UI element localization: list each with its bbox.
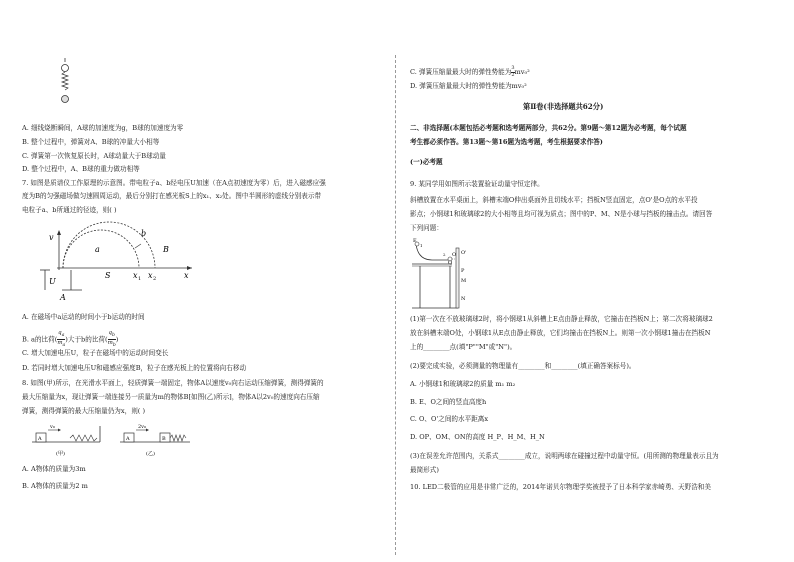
q9-part3-1: (3)在误差允许范围内，关系式________成立，说明两球在碰撞过程中动量守恒。(用所测的物理量表示且为 <box>410 452 719 460</box>
frac-numerator: 3 <box>511 65 515 71</box>
frac-num-b <box>108 330 115 339</box>
fig8-label-v0: v₀ <box>50 424 55 430</box>
q8-option-c-expr: mv₀² <box>514 68 530 76</box>
frac-q-b: q <box>108 330 112 336</box>
section-title: 第Ⅱ卷(非选择题共62分) <box>523 102 604 111</box>
hanging-spring-figure <box>60 58 70 108</box>
fig9-label-N: N <box>461 296 466 302</box>
q8-option-d: D. 弹簧压缩量最大时的弹性势能为mv₀² <box>410 82 527 90</box>
q8-stem-1: 8. 如图(甲)所示，在光滑水平面上，轻质弹簧一端固定，物体A以速度v₀向右运动压缩弹簧，测得弹簧的 <box>22 379 324 387</box>
q6-option-d: D. 整个过程中，A、B球的重力做功相等 <box>22 165 140 173</box>
collision-apparatus-figure <box>412 234 482 310</box>
fig9-label-E: E <box>413 238 417 244</box>
fig9-label-O2: O' <box>461 250 467 256</box>
frac-den-b <box>108 339 116 349</box>
q9-mass-m1: m₁ <box>495 380 505 388</box>
mass-spectrometer-figure <box>37 218 197 304</box>
q10-stem: 10. LED二极管的应用是非常广泛的，2014年诺贝尔物理学奖被授予了日本科学家赤崎勇、天野浩和美 <box>410 483 711 491</box>
q8-option-b: B. A物体的质量为2 m <box>22 482 88 490</box>
frac-m: m <box>57 340 63 347</box>
fig7-label-b: b <box>141 229 147 238</box>
frac-m-b: m <box>107 340 113 347</box>
q6-option-b: B. 整个过程中，弹簧对A、B球的冲量大小相等 <box>22 138 160 146</box>
fig7-label-x1: x <box>133 271 138 280</box>
q9-mass-m2: m₂ <box>506 380 516 388</box>
q9-part2-option-b: B. E、O之间的竖直高度h <box>410 398 487 406</box>
fig9-label-2: 2 <box>443 252 446 257</box>
fig8-label-B: B <box>162 436 166 442</box>
q7-option-d: D. 若同时增大加速电压U和磁感应强度B，粒子在感光板上的位置将向右移动 <box>22 364 247 372</box>
q9-part1-1: (1)第一次在不放玻璃球2时，将小钢球1从斜槽上E点由静止释放，它撞击在挡板N上；第二次将玻璃球2 <box>410 315 713 323</box>
fig7-label-x-axis: x <box>184 271 189 280</box>
q8-option-a: A. A物体的质量为3m <box>22 465 86 473</box>
q7-stem-3: 电粒子a、b所通过的径迹，则( ) <box>22 206 117 214</box>
q7-option-b-prefix: B. a的比荷( <box>22 335 58 344</box>
q7-option-a: A. 在磁场中a运动的时间小于b运动的时间 <box>22 313 145 321</box>
required-heading: (一)必考题 <box>410 158 443 166</box>
q7-stem-2: 度为B的匀强磁场做匀速圆周运动，最后分别打在感光板S上的x₁、x₂处。图中半圆形的虚线分别表示带 <box>22 192 322 200</box>
fig8-label-A2: A <box>126 436 130 442</box>
fig7-label-S: S <box>105 271 111 280</box>
right-column <box>410 0 782 562</box>
fraction-qb-mb <box>108 330 116 349</box>
q7-option-b <box>22 330 118 349</box>
q7-option-c: C. 增大加速电压U，粒子在磁场中的运动时间变长 <box>22 349 169 357</box>
q6-option-a: A. 细线烧断瞬间，A球的加速度为g，B球的加速度为零 <box>22 124 184 132</box>
q7-option-b-mid: )大于b的比荷( <box>65 335 108 344</box>
fig9-label-Q: Q <box>448 260 453 266</box>
fig7-label-x2-sub: 2 <box>153 276 157 282</box>
q9-desc-2: 影点；小钢球1和玻璃球2的大小相等且均可视为质点；图中的P、M、N是小球与挡板的撞击点。请回答 <box>410 210 713 218</box>
q9-part2-option-d-text: D. OP、OM、ON的高度 <box>410 433 486 441</box>
fig8-caption-b: (乙) <box>146 451 155 457</box>
q9-part2-option-a-text: A. 小钢球1和玻璃球2的质量 <box>410 380 494 388</box>
fig7-label-v: v <box>49 233 54 242</box>
frac-q: q <box>58 330 62 336</box>
fig7-label-x2: x <box>148 271 153 280</box>
frac-sub-b: b <box>112 333 115 339</box>
fig8-label-2v0: 2v₀ <box>138 424 147 430</box>
left-column <box>22 0 394 562</box>
column-divider <box>395 55 396 555</box>
part2-instructions-1: 二、非选择题(本题包括必考题和选考题两部分，共62分。第9题～第12题为必考题，每个试题 <box>410 124 687 132</box>
q6-option-c: C. 弹簧第一次恢复原长时，A球动量大于B球动量 <box>22 152 166 160</box>
q9-desc-3: 下列问题： <box>410 224 443 232</box>
fig9-label-1: 1 <box>420 243 423 248</box>
fig9-label-P: P <box>461 268 465 274</box>
fig8-label-A: A <box>38 436 42 442</box>
q9-part1-2: 放在斜槽末端O处，小钢球1从E点由静止释放，它们均撞击在挡板N上。则第一次小钢球1撞击在挡板N <box>410 329 711 337</box>
q9-part2: (2)要完成实验，必须测量的物理量有________和________(填正确答案标号)。 <box>410 362 636 370</box>
fig8-caption-a: (甲) <box>56 451 65 457</box>
q9-stem: 9. 某同学用如图所示装置验证动量守恒定律。 <box>410 180 544 188</box>
q9-part1-3: 上的________点(填"P""M"或"N")。 <box>410 343 517 351</box>
q9-part2-option-a <box>410 380 515 389</box>
q8-stem-2: 最大压缩量为x，现让弹簧一端连接另一质量为m的物体B[如图(乙)所示]，物体A以2v₀的速度向右压缩 <box>22 393 320 401</box>
frac-denominator: 2 <box>511 71 515 78</box>
frac-sub-a: a <box>61 333 65 339</box>
frac-num <box>58 330 65 339</box>
q9-part3-2: 最简形式) <box>410 466 439 474</box>
q9-heights: H_P、H_M、H_N <box>487 433 545 441</box>
fig7-label-B: B <box>163 245 169 254</box>
q8-option-c-text: C. 弹簧压缩量最大时的弹性势能为 <box>410 68 512 76</box>
q9-desc-1: 斜槽放置在水平桌面上，斜槽末端O伸出桌面外且切线水平；挡板N竖直固定，点O'是O点的水平投 <box>410 196 698 204</box>
part2-instructions-2: 考生都必须作答。第13题～第16题为选考题，考生根据要求作答) <box>410 138 603 146</box>
fig9-label-M: M <box>461 278 467 284</box>
q7-option-b-suffix: ) <box>115 335 119 344</box>
fig7-label-A: A <box>60 293 66 302</box>
fig7-label-U: U <box>49 277 56 286</box>
q8-stem-3: 弹簧，测得弹簧的最大压缩量仍为x，则( ) <box>22 407 146 415</box>
fig7-label-x1-sub: 1 <box>138 276 142 282</box>
q8-option-c <box>410 66 530 78</box>
q9-part2-option-c: C. O、O'之间的水平距离x <box>410 415 489 423</box>
spring-block-figures <box>30 418 200 460</box>
frac-sub-b2: b <box>112 343 116 349</box>
fig7-label-a: a <box>95 245 100 254</box>
q7-stem-1: 7. 如图是质谱仪工作原理的示意图。带电粒子a、b经电压U加速（在A点初速度为零）后，进入磁感应强 <box>22 179 326 187</box>
frac-sub-a2: a <box>62 343 66 349</box>
fig9-label-O: O <box>452 252 457 258</box>
q9-part2-option-d <box>410 433 545 442</box>
